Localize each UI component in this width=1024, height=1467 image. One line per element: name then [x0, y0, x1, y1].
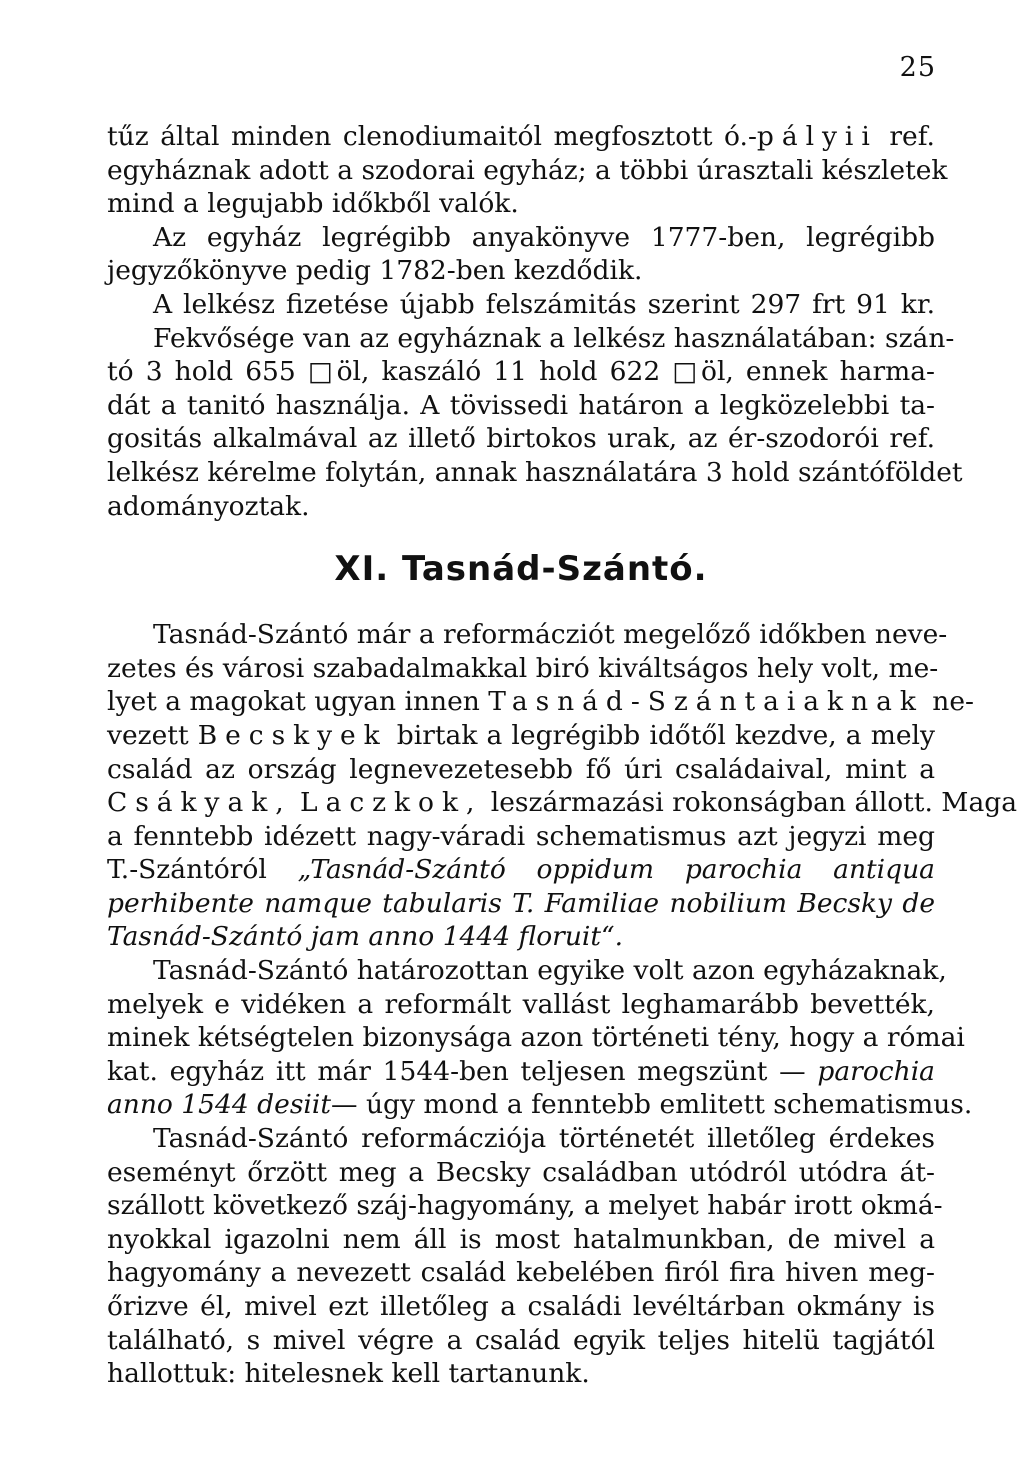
text-line: a fenntebb idézett nagy-váradi schematismus azt jegyzi meg	[107, 820, 935, 852]
text-line: Csákyak, Laczkok, leszármazási rokonságban állott. Maga	[107, 787, 1018, 819]
top-paragraph	[107, 120, 963, 523]
text-line: Tasnád-Szántó jam anno 1444 floruit“.	[107, 921, 624, 953]
text-line: minek kétségtelen bizonysága azon történeti tény, hogy a római	[107, 1022, 965, 1054]
text-line: tó 3 hold 655 □öl, kaszáló 11 hold 622 □öl, ennek harma-	[107, 356, 935, 388]
text-line: kat. egyház itt már 1544-ben teljesen megszünt — parochia	[107, 1055, 935, 1087]
paragraph-3	[107, 1122, 943, 1391]
text-line: vezett Becskyek birtak a legrégibb időtől kezdve, a mely	[107, 719, 935, 751]
text-line: melyek e vidéken a reformált vallást leghamarább bevették,	[107, 988, 935, 1020]
text-line: család az ország legnevezetesebb fő úri családaival, mint a	[107, 753, 935, 785]
text-line: perhibente namque tabularis T. Familiae nobilium Becsky de	[107, 887, 935, 919]
text-line: T.-Szántóról „Tasnád-Szántó oppidum parochia antiqua	[107, 854, 935, 886]
text-line: nyokkal igazolni nem áll is most hatalmunkban, de mivel a	[107, 1223, 935, 1255]
text-line: tűz által minden clenodiumaitól megfosztott ó.-pályii ref.	[107, 121, 935, 152]
text-line: Az egyház legrégibb anyakönyve 1777-ben, legrégibb	[153, 221, 935, 253]
text-line: szállott következő száj-hagyomány, a melyet habár irott okmá-	[107, 1190, 943, 1222]
text-line: jegyzőkönyve pedig 1782-ben kezdődik.	[107, 255, 643, 287]
text-line: dát a tanitó használja. A tövissedi határon a legközelebbi ta-	[107, 389, 935, 421]
text-line: lyet a magokat ugyan innen Tasnád-Szántaiaknak ne-	[107, 686, 974, 718]
section-heading: XI. Tasnád-Szántó.	[334, 549, 708, 590]
text-body	[107, 120, 1018, 1391]
text-line: Tasnád-Szántó már a reformácziót megelőző időkben neve-	[153, 619, 948, 651]
text-line: adományoztak.	[107, 490, 310, 522]
text-line: lelkész kérelme folytán, annak használatára 3 hold szántóföldet	[107, 456, 963, 488]
text-line: egyháznak adott a szodorai egyház; a többi úrasztali készletek	[107, 154, 948, 186]
text-line: A lelkész fizetése újabb felszámitás szerint 297 frt 91 kr.	[153, 288, 935, 320]
paragraph-2	[107, 954, 973, 1122]
text-line: mind a legujabb időkből valók.	[107, 188, 519, 220]
text-line: Tasnád-Szántó határozottan egyike volt azon egyházaknak,	[153, 955, 947, 987]
text-line: anno 1544 desiit— úgy mond a fenntebb emlitett schematismus.	[107, 1089, 973, 1121]
text-line: zetes és városi szabadalmakkal biró kiváltságos hely volt, me-	[107, 652, 939, 684]
text-line: eseményt őrzött meg a Becsky családban utódról utódra át-	[107, 1156, 935, 1188]
text-line: található, s mivel végre a család egyik teljes hitelü tagjától	[107, 1324, 935, 1356]
text-line: gositás alkalmával az illető birtokos urak, az ér-szodorói ref.	[107, 423, 935, 455]
text-line: hallottuk: hitelesnek kell tartanunk.	[107, 1358, 590, 1390]
text-line: Fekvősége van az egyháznak a lelkész használatában: szán-	[153, 322, 955, 354]
paragraph-1	[107, 618, 1018, 954]
text-line: hagyomány a nevezett család kebelében firól fira hiven meg-	[107, 1257, 935, 1289]
page-number: 25	[899, 52, 936, 83]
text-line: őrizve él, mivel ezt illetőleg a családi levéltárban okmány is	[107, 1291, 935, 1322]
text-line: Tasnád-Szántó reformácziója történetét illetőleg érdekes	[153, 1123, 935, 1155]
